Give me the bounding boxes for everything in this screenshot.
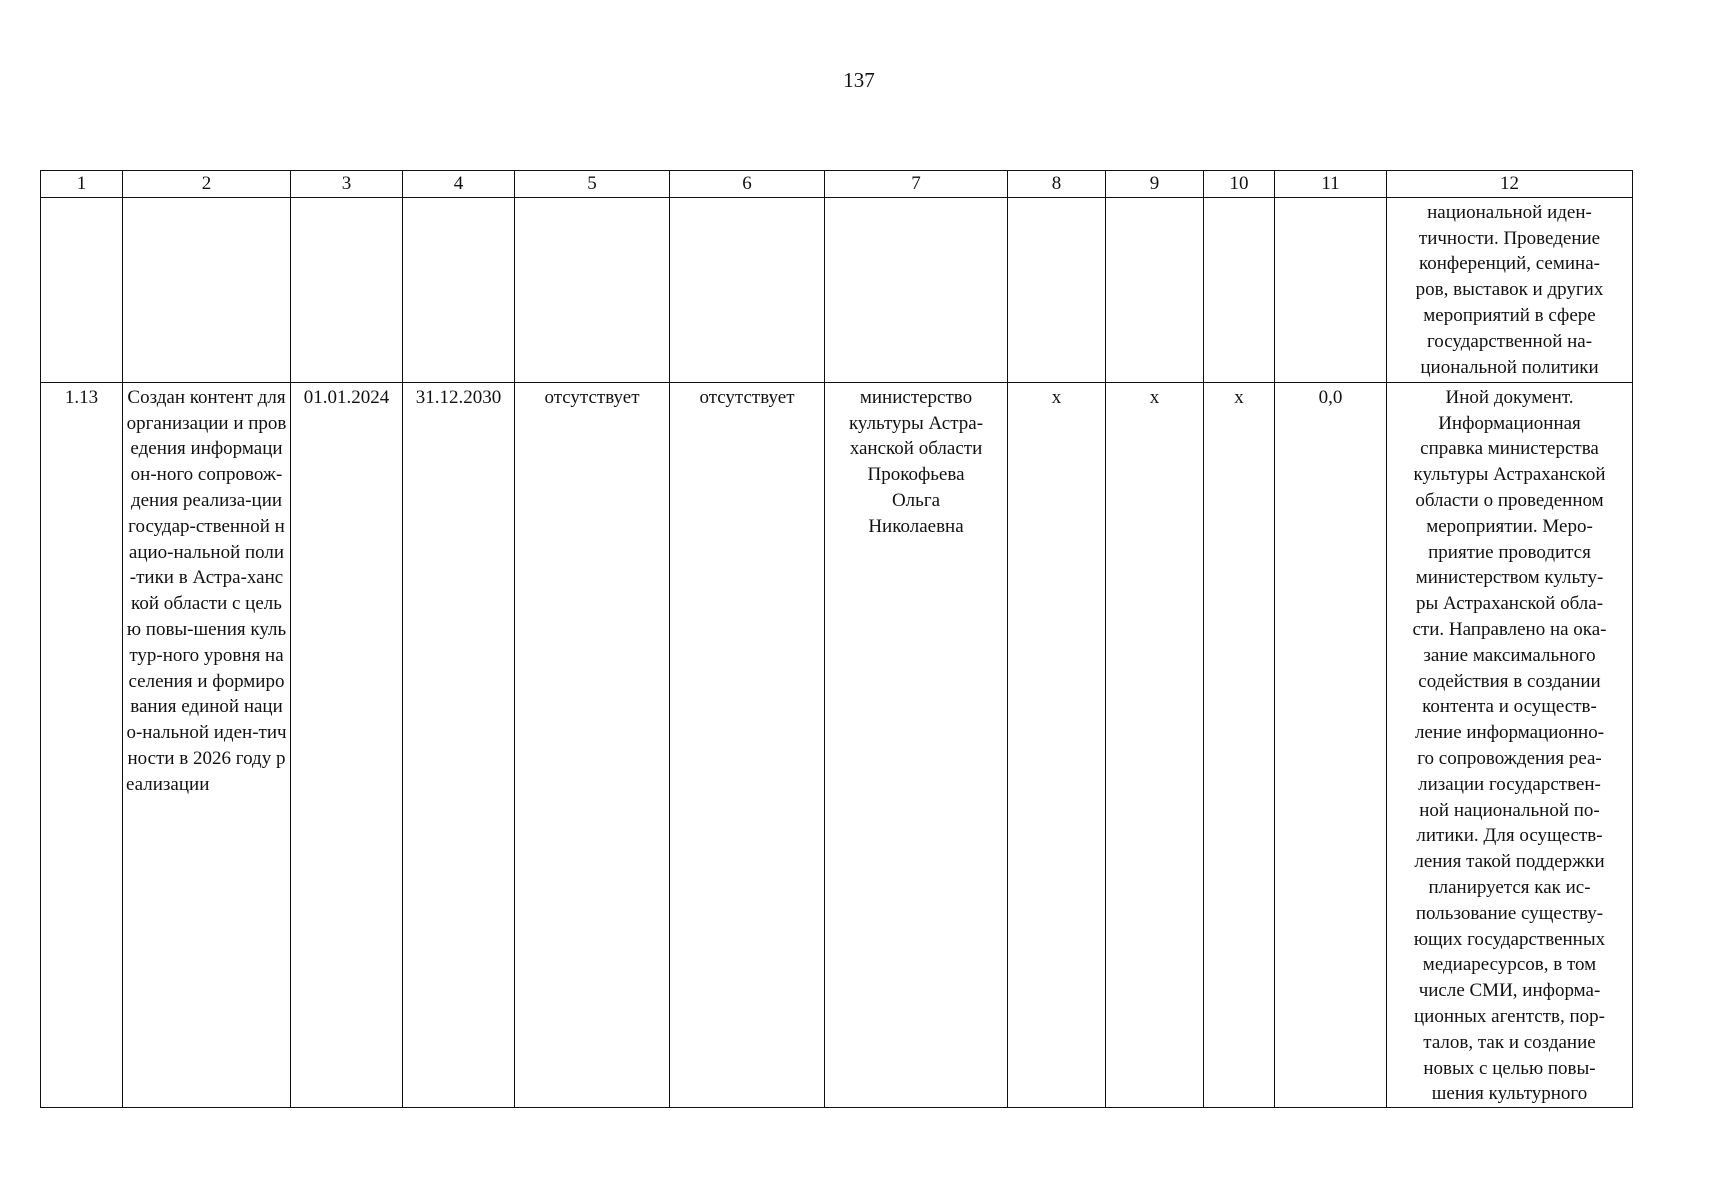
empty-cell xyxy=(41,197,123,382)
column-header-12: 12 xyxy=(1387,171,1633,198)
empty-cell xyxy=(403,197,515,382)
responsible-executor: министерство культуры Астра- ханской области Прокофьева Ольга Николаевна xyxy=(825,382,1008,1107)
column-header-9: 9 xyxy=(1106,171,1204,198)
empty-cell xyxy=(1106,197,1204,382)
continued-document-text: национальной иден- тичности. Проведение конференций, семина- ров, выставок и других мероприятий в сфере государственной на- циональной политики xyxy=(1387,197,1633,382)
column-header-10: 10 xyxy=(1204,171,1275,198)
column-header-5: 5 xyxy=(515,171,670,198)
empty-cell xyxy=(670,197,825,382)
column-8-value: х xyxy=(1008,382,1106,1107)
column-header-3: 3 xyxy=(291,171,403,198)
empty-cell xyxy=(825,197,1008,382)
column-header-1: 1 xyxy=(41,171,123,198)
empty-cell xyxy=(1275,197,1387,382)
empty-cell xyxy=(1204,197,1275,382)
column-5-value: отсутствует xyxy=(515,382,670,1107)
column-10-value: х xyxy=(1204,382,1275,1107)
empty-cell xyxy=(515,197,670,382)
start-date: 01.01.2024 xyxy=(291,382,403,1107)
end-date: 31.12.2030 xyxy=(403,382,515,1107)
empty-cell xyxy=(123,197,291,382)
column-9-value: х xyxy=(1106,382,1204,1107)
column-header-11: 11 xyxy=(1275,171,1387,198)
row-number: 1.13 xyxy=(41,382,123,1107)
document-table xyxy=(40,170,1633,1108)
column-header-6: 6 xyxy=(670,171,825,198)
result-description: Создан контент для организации и проведения информацион-ного сопровож-дения реализа-ции государ-ственной нацио-нальной поли-тики в Астра-ханской области с целью повы-шения культур-ного уровня населения и формирования единой нацио-нальной иден-тичности в 2026 году реализации xyxy=(123,382,291,1107)
confirming-document: Иной документ. Информационная справка министерства культуры Астраханской области о проведенном мероприятии. Меро- приятие проводится министерством культу- ры Астраханской обла- сти. Направлено на ока- зание максимального содействия в создании контента и осуществ- ление информационно- го сопровождения реа- лизации государствен- ной национальной по- литики. Для осуществ- ления такой поддержки планируется как ис- пользование существу- ющих государственных медиаресурсов, в том числе СМИ, информа- ционных агентств, пор- талов, так и создание новых с целью повы- шения культурного xyxy=(1387,382,1633,1107)
column-header-7: 7 xyxy=(825,171,1008,198)
column-header-8: 8 xyxy=(1008,171,1106,198)
empty-cell xyxy=(291,197,403,382)
page-number: 137 xyxy=(843,68,875,92)
empty-cell xyxy=(1008,197,1106,382)
continuation-row xyxy=(41,197,1633,382)
column-6-value: отсутствует xyxy=(670,382,825,1107)
table-row xyxy=(41,382,1633,1107)
header-row xyxy=(41,171,1633,198)
column-header-4: 4 xyxy=(403,171,515,198)
column-header-2: 2 xyxy=(123,171,291,198)
column-11-value: 0,0 xyxy=(1275,382,1387,1107)
